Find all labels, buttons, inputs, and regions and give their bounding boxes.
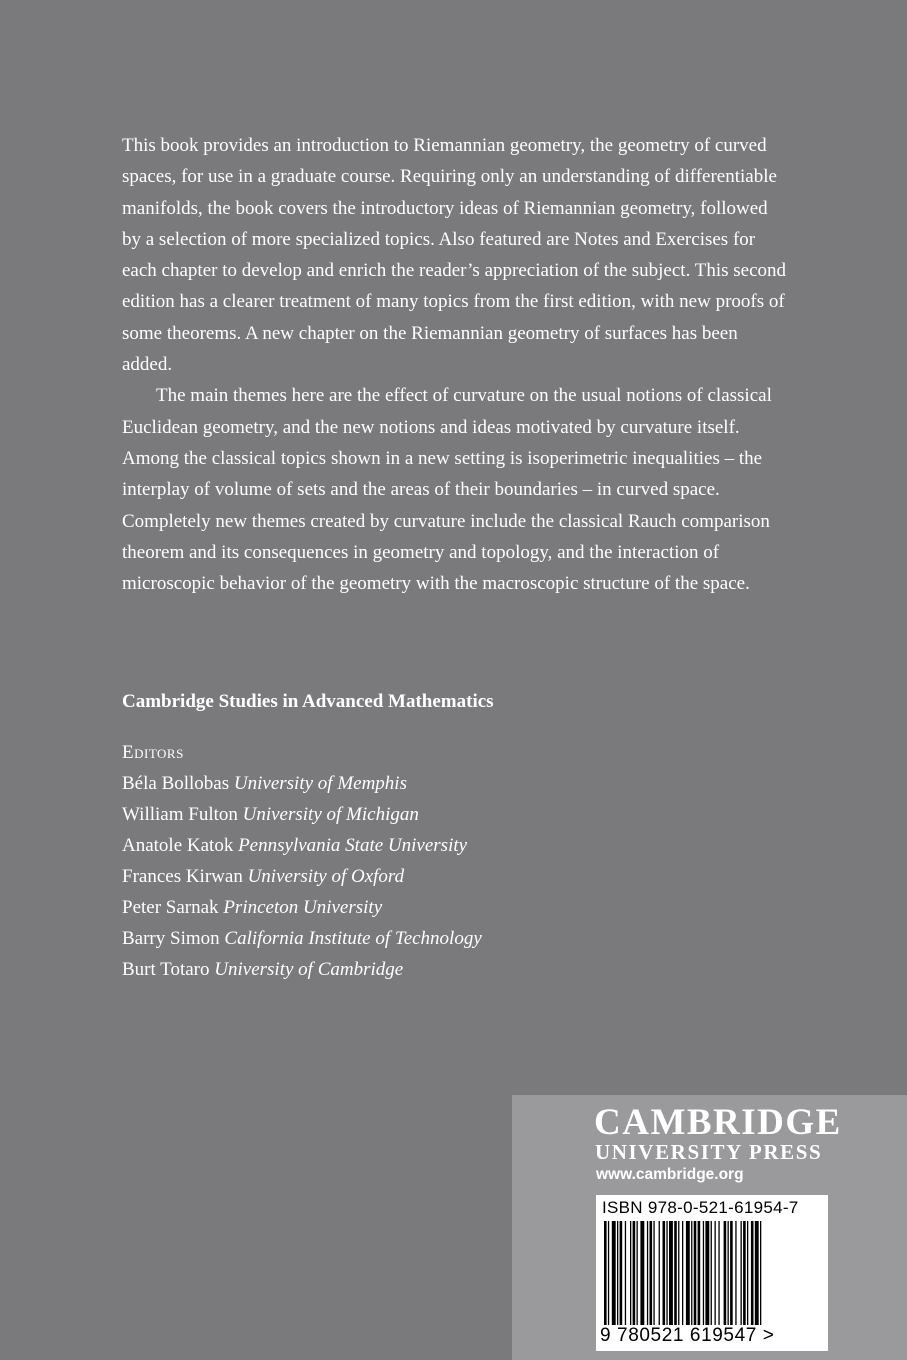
barcode-bar [705,1221,709,1325]
editor-entry [122,954,482,985]
barcode-bar [620,1221,623,1325]
barcode-bar [669,1221,673,1325]
barcode-bar [612,1221,616,1325]
editor-affiliation: University of Michigan [242,804,419,825]
editor-entry [122,861,482,892]
barcode-bar [625,1221,626,1325]
barcode-bars [604,1221,818,1325]
barcode-bar [637,1221,638,1325]
barcode-bar [640,1221,644,1325]
barcode-bar [653,1221,654,1325]
barcode-bar [751,1221,754,1325]
barcode-bar [747,1221,748,1325]
editor-affiliation: Pennsylvania State University [238,835,468,856]
editor-affiliation: University of Memphis [233,773,407,794]
editor-name: Peter Sarnak [122,897,219,918]
barcode-bar [617,1221,618,1325]
editor-affiliation: Princeton University [223,897,383,918]
barcode-bar [678,1221,679,1325]
barcode-label [596,1195,828,1351]
editor-entry [122,768,482,799]
editors-list [122,737,482,985]
barcode-bar [730,1221,733,1325]
barcode-bar [647,1221,648,1325]
barcode-bar [608,1221,609,1325]
barcode-bar [728,1221,729,1325]
barcode-bar [663,1221,666,1325]
barcode-bar [604,1221,607,1325]
editor-affiliation: University of Cambridge [214,959,404,980]
series-title: Cambridge Studies in Advanced Mathematics [122,691,494,712]
barcode-bar [694,1221,697,1325]
barcode-bar [741,1221,742,1325]
blurb-paragraph-1: This book provides an introduction to Riemannian geometry, the geometry of curved spaces, for use in a graduate course. Requiring only an understanding of differentiable manifolds, the book covers the introductory ideas of Riemannian geometry, followed by a selection of more specialized topics. Also featured are Notes and Exercises for each chapter to develop and enrich the reader’s appreciation of the subject. This second edition has a clearer treatment of many topics from the first edition, with new proofs of some theorems. A new chapter on the Riemannian geometry of surfaces has been added. [122,135,787,376]
barcode-bar [666,1221,667,1325]
barcode-bar [691,1221,692,1325]
editor-entry [122,830,482,861]
barcode-bar [659,1221,660,1325]
editor-name: Anatole Katok [122,835,234,856]
editor-name: Barry Simon [122,928,220,949]
editor-entry [122,923,482,954]
barcode-bar [711,1221,712,1325]
isbn-text: ISBN 978-0-521-61954-7 [602,1198,799,1217]
barcode-bar [715,1221,716,1325]
back-cover-blurb [122,130,787,599]
barcode-bar [674,1221,677,1325]
barcode-bar [760,1221,761,1325]
barcode-bar [735,1221,736,1325]
editor-name: Frances Kirwan [122,866,243,887]
editors-heading: Editors [122,742,184,763]
barcode-digits: 9 780521 619547 > [600,1325,775,1346]
publisher-panel [512,1095,907,1360]
barcode-bar [703,1221,704,1325]
editor-name: William Fulton [122,804,238,825]
publisher-website: www.cambridge.org [596,1166,744,1183]
barcode-bar [650,1221,653,1325]
editor-name: Béla Bollobas [122,773,230,794]
barcode-bar [755,1221,759,1325]
barcode-bar [633,1221,636,1325]
editor-affiliation: California Institute of Technology [224,928,482,949]
barcode-bar [698,1221,701,1325]
blurb-paragraph-2: The main themes here are the effect of curvature on the usual notions of classical Euclidean geometry, and the new notions and ideas motivated by curvature itself. Among the classical topics shown in a new setting is isoperimetric inequalities – the interplay of volume of sets and the areas of their boundaries – in curved space. Completely new themes created by curvature include the classical Rauch comparison theorem and its consequences in geometry and topology, and the interaction of microscopic behavior of the geometry with the macroscopic structure of the space. [122,385,772,595]
barcode-bar [682,1221,683,1325]
editor-name: Burt Totaro [122,959,210,980]
barcode-bar [724,1221,727,1325]
barcode-bar [743,1221,746,1325]
editor-entry [122,799,482,830]
editor-entry [122,892,482,923]
publisher-subtitle: UNIVERSITY PRESS [595,1140,823,1164]
editor-affiliation: University of Oxford [247,866,405,887]
barcode-bar [630,1221,631,1325]
barcode-bar [718,1221,719,1325]
publisher-logo: CAMBRIDGE [594,1102,842,1143]
barcode-bar [686,1221,690,1325]
